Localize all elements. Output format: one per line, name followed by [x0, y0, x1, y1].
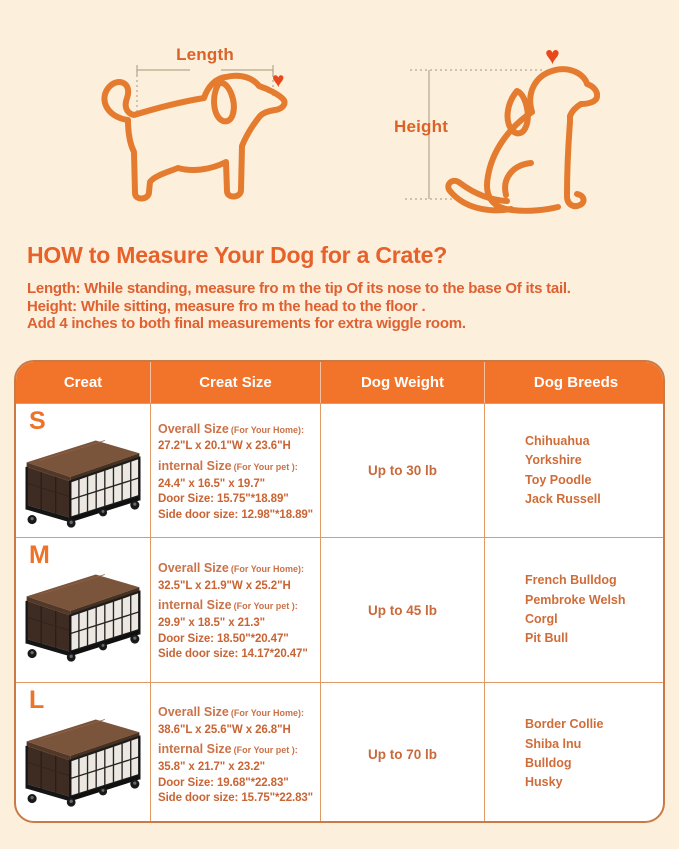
height-label: Height [394, 117, 449, 136]
side-door-size-line: Side door size: 14.17*20.47" [158, 648, 308, 661]
breed-item: Corgl [525, 612, 558, 626]
overall-size-note: (For Your Home): [230, 424, 305, 435]
breed-item: Chihuahua [525, 433, 590, 448]
internal-size-label: internal Size [158, 458, 232, 473]
table-row-m-crate-cell [16, 537, 150, 682]
table-row-l-size-cell [150, 682, 320, 823]
internal-size-note: (For Your pet ): [233, 461, 298, 472]
breed-item: Shiba lnu [525, 736, 582, 751]
size-letter: M [29, 541, 50, 569]
overall-size-value: 38.6"L x 25.6"W x 26.8"H [158, 723, 291, 736]
intro-line-wiggle: Add 4 inches to both final measurements for extra wiggle room. [27, 315, 466, 332]
table-row-s-weight-cell: Up to 30 lb [320, 403, 484, 537]
breed-item: Husky [525, 775, 563, 790]
size-letter: L [29, 686, 45, 714]
table-row-s-breeds-cell [484, 403, 665, 537]
breed-item: Toy Poodle [525, 472, 592, 487]
overall-size-value: 32.5"L x 21.9"W x 25.2"H [158, 579, 291, 592]
overall-size-label: Overall Size [158, 561, 229, 575]
table-row-m-size-cell [150, 537, 320, 682]
header-dog-breeds: Dog Breeds [484, 362, 665, 403]
length-label: Length [176, 45, 234, 64]
breed-item: Border Collie [525, 717, 604, 732]
overall-size-value: 27.2"L x 20.1"W x 23.6"H [158, 440, 291, 453]
door-size-line: Door Size: 19.68"*22.83" [158, 776, 289, 789]
internal-size-note: (For Your pet ): [233, 745, 298, 756]
side-door-size-line: Side door size: 12.98"*18.89" [158, 508, 314, 521]
internal-size-label: internal Size [158, 742, 232, 757]
crate-image [23, 432, 143, 529]
table-row-m-breeds-cell [484, 537, 665, 682]
table-row-s-size-cell [150, 403, 320, 537]
header-dog-weight: Dog Weight [320, 362, 484, 403]
breed-item: Jack Russell [525, 491, 601, 506]
internal-size-note: (For Your pet ): [233, 601, 298, 612]
breed-item: Yorkshire [525, 453, 582, 468]
intro-section [27, 242, 657, 333]
breed-item: Pembroke Welsh [525, 592, 626, 607]
internal-size-value: 29.9" x 18.5" x 21.3" [158, 617, 265, 630]
measurement-diagram [0, 0, 679, 240]
breed-item: French Bulldog [525, 573, 617, 588]
side-door-size-line: Side door size: 15.75"*22.83" [158, 792, 314, 805]
crate-image [23, 711, 143, 808]
overall-size-note: (For Your Home): [230, 564, 305, 574]
table-row-l-breeds-cell [484, 682, 665, 823]
internal-size-value: 35.8" x 21.7" x 23.2" [158, 761, 265, 774]
size-letter: S [29, 407, 46, 435]
internal-size-value: 24.4" x 16.5" x 19.7" [158, 477, 265, 490]
table-row-l-crate-cell [16, 682, 150, 823]
door-size-line: Door Size: 15.75"*18.89" [158, 493, 289, 506]
crate-image [23, 566, 143, 663]
overall-size-label: Overall Size [158, 705, 229, 719]
heart-icon: ♥ [545, 42, 560, 70]
door-size-line: Door Size: 18.50"*20.47" [158, 632, 289, 645]
breed-item: Bulldog [525, 756, 572, 770]
overall-size-label: Overall Size [158, 421, 229, 436]
table-row-s-crate-cell [16, 403, 150, 537]
header-creat-size: Creat Size [150, 362, 320, 403]
table-row-m-weight-cell: Up to 45 lb [320, 537, 484, 682]
crate-size-table [14, 360, 665, 823]
intro-line-height: Height: While sitting, measure fro m the head to the floor . [27, 297, 426, 315]
intro-line-length: Length: While standing, measure fro m the tip Of its nose to the base Of its tail. [27, 280, 571, 297]
breed-item: Pit Bull [525, 631, 569, 646]
header-creat: Creat [16, 362, 150, 403]
page-title: HOW to Measure Your Dog for a Crate? [27, 242, 448, 268]
overall-size-note: (For Your Home): [230, 708, 305, 718]
table-row-l-weight-cell: Up to 70 lb [320, 682, 484, 823]
internal-size-label: internal Size [158, 598, 232, 613]
heart-icon: ♥ [272, 69, 285, 92]
